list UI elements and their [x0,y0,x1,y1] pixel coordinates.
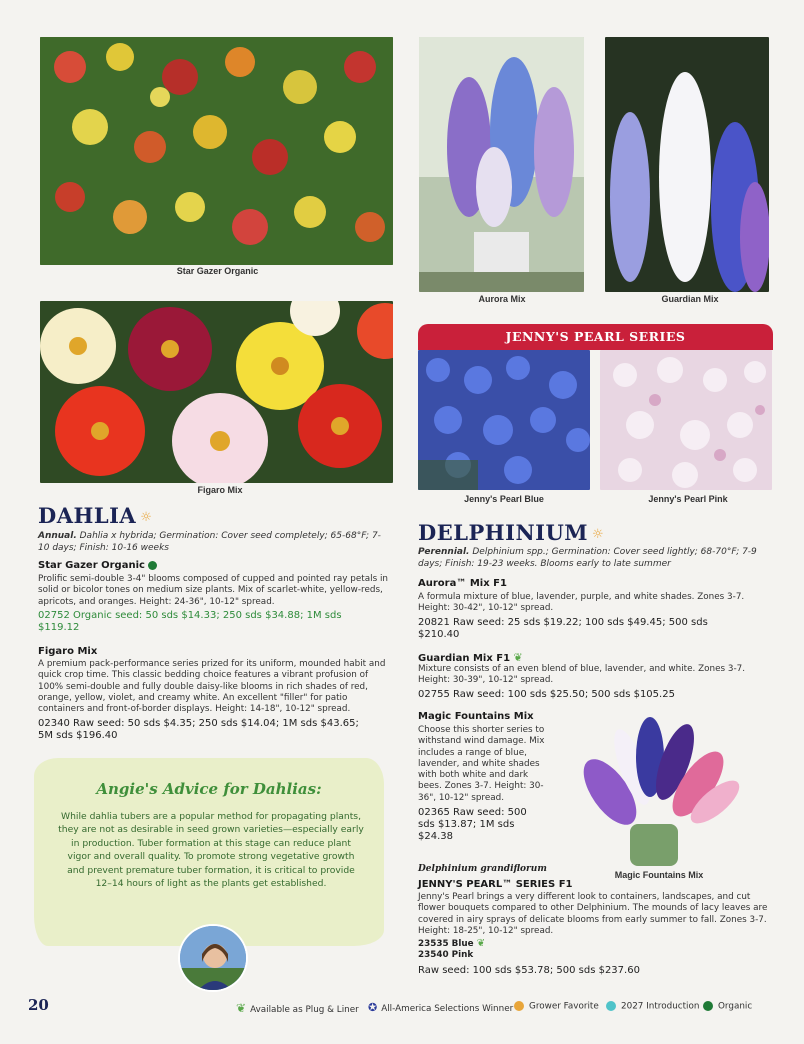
legend-label: Organic [718,1001,753,1012]
code-blue-text: 23535 Blue [418,939,474,949]
plug-liner-icon: ❦ [513,651,523,664]
variety-price: 20821 Raw seed: 25 sds $19.22; 100 sds $49.45; 500 sds $210.40 [418,617,708,640]
variety-price: 02365 Raw seed: 500 sds $13.87; 1M sds $24.38 [418,807,527,842]
star-gazer-photo [40,37,393,265]
dahlia-intro [38,530,383,554]
avatar-image [180,926,248,992]
variety-description: A premium pack-performance series prized for its uniform, mounded habit and quick crop time. This classic bedding choice features a vibrant profusion of 100% semi-double and fully double daisy-like blooms in rich shades of red, orange, yellow, violet, and creamy white. An excellent "filler" for patio containers and front-of-border displays. Height: 14-18", 10-12" spread. [38,659,386,715]
aurora-caption: Aurora Mix [478,294,526,304]
jp-pink-caption: Jenny's Pearl Pink [648,494,728,504]
delphinium-heading [418,520,604,545]
sun-icon: ☼ [140,510,153,525]
dahlia-intro-text: Dahlia x hybrida; Germination: Cover seed completely; 65-68°F; 7-10 days; Finish: 10-16 weeks [38,531,381,553]
dahlia-title: DAHLIA [38,503,137,528]
magic-fountains-image [570,712,742,867]
variety-price: 02752 Organic seed: 50 sds $14.33; 250 sds $34.88; 1M sds $119.12 [38,610,342,633]
jennys-pearl-banner: JENNY'S PEARL SERIES [418,324,773,350]
jp-pink-photo [600,350,772,490]
series-description: Jenny's Pearl brings a very different look to containers, landscapes, and cut flower bouquets compared to other Delphinium. The mounds of lacy leaves are covered in airy sprays of delicate blooms from early summer to fall. Zones 3-7. Height: 18-25", 10-12" spread. [418,892,768,936]
organic-icon [148,561,157,570]
figaro-caption: Figaro Mix [197,485,243,495]
aurora-delphinium-image [419,37,584,292]
grower-favorite-icon [514,1001,524,1011]
variety-name [418,651,523,664]
variety-description: A formula mixture of blue, lavender, purple, and white shades. Zones 3-7. Height: 30-42", 10-12" spread. [418,592,745,614]
variety-description: Choose this shorter series to withstand wind damage. Mix includes a range of blue, lavender, and white shades with both white and dark bees. Zones 3-7. Height: 30-36", 10-12" spread. [418,725,545,803]
grandiflorum-latin: Delphinium grandiflorum [418,864,547,874]
legend-2027-intro [606,1001,699,1012]
legend-label: Available as Plug & Liner [250,1005,359,1015]
variety-price: 02340 Raw seed: 50 sds $4.35; 250 sds $14.04; 1M sds $43.65; 5M sds $196.40 [38,718,359,741]
legend-aas [368,1001,513,1014]
delphinium-intro-type: Perennial. [418,547,470,557]
variety-name: Figaro Mix [38,646,98,657]
aas-winner-icon: ✪ [368,1001,378,1014]
jp-blue-photo [418,350,590,490]
code-pink: 23540 Pink [418,950,474,960]
figaro-photo [40,301,393,483]
advice-title: Angie's Advice for Dahlias: [96,780,322,798]
advice-text: While dahlia tubers are a popular method for propagating plants, they are not as desirable in seed grown varieties—especially early in production. Tuber formation at this stage can reduce plant vigor and overall quality. To promote strong vegetative growth and prevent premature tuber formation, it is critical to provide 12–14 hours of light as the plants get established. [58,811,364,890]
legend-organic [703,1001,752,1012]
guardian-delphinium-image [605,37,769,292]
avatar [178,924,248,992]
jp-pink-image [600,350,772,490]
code-blue [418,938,485,949]
variety-price: 02755 Raw seed: 100 sds $25.50; 500 sds $105.25 [418,689,675,700]
star-gazer-name: Star Gazer Organic [38,560,145,571]
legend-plug-liner [236,1001,359,1015]
jp-blue-caption: Jenny's Pearl Blue [464,494,544,504]
dahlia-heading [38,503,152,528]
magic-caption: Magic Fountains Mix [614,870,704,880]
plug-liner-icon: ❦ [476,938,486,949]
legend-label: 2027 Introduction [621,1001,700,1012]
sun-icon: ☼ [592,527,605,542]
variety-name [38,560,157,571]
intro-2027-icon [606,1001,616,1011]
series-name: JENNY'S PEARL™ SERIES F1 [418,879,573,890]
advice-box [34,758,384,946]
figaro-dahlia-image [40,301,393,483]
organic-icon [703,1001,713,1011]
guardian-name: Guardian Mix F1 [418,653,511,664]
star-gazer-flowers-image [40,37,393,265]
variety-name: Aurora™ Mix F1 [418,578,507,589]
guardian-caption: Guardian Mix [661,294,719,304]
variety-description: Prolific semi-double 3-4" blooms composed of cupped and pointed ray petals in solid or bicolor tones on medium size plants. Mix of scarlet-white, yellow-reds, apricots, and oranges. Height: 24-36", 10-12" spread. [38,574,388,607]
delphinium-title: DELPHINIUM [418,520,589,545]
delphinium-intro [418,546,778,570]
magic-photo [570,712,742,867]
variety-description: Mixture consists of an even blend of blue, lavender, and white. Zones 3-7. Height: 30-39", 10-12" spread. [418,664,746,686]
dahlia-intro-type: Annual. [38,531,77,541]
variety-name: Magic Fountains Mix [418,711,534,722]
series-price: Raw seed: 100 sds $53.78; 500 sds $237.60 [418,965,640,976]
delphinium-intro-text: Delphinium spp.; Germination: Cover seed lightly; 68-70°F; 7-9 days; Finish: 19-23 weeks. Blooms early to late summer [418,547,757,569]
legend-label: Grower Favorite [529,1001,599,1012]
jp-blue-image [418,350,590,490]
guardian-photo [605,37,769,292]
aurora-photo [419,37,584,292]
plug-liner-icon: ❦ [236,1001,247,1015]
legend-grower-favorite [514,1001,599,1012]
star-gazer-caption: Star Gazer Organic [176,266,259,276]
legend-label: All-America Selections Winner [381,1004,514,1014]
page-number: 20 [28,996,49,1014]
